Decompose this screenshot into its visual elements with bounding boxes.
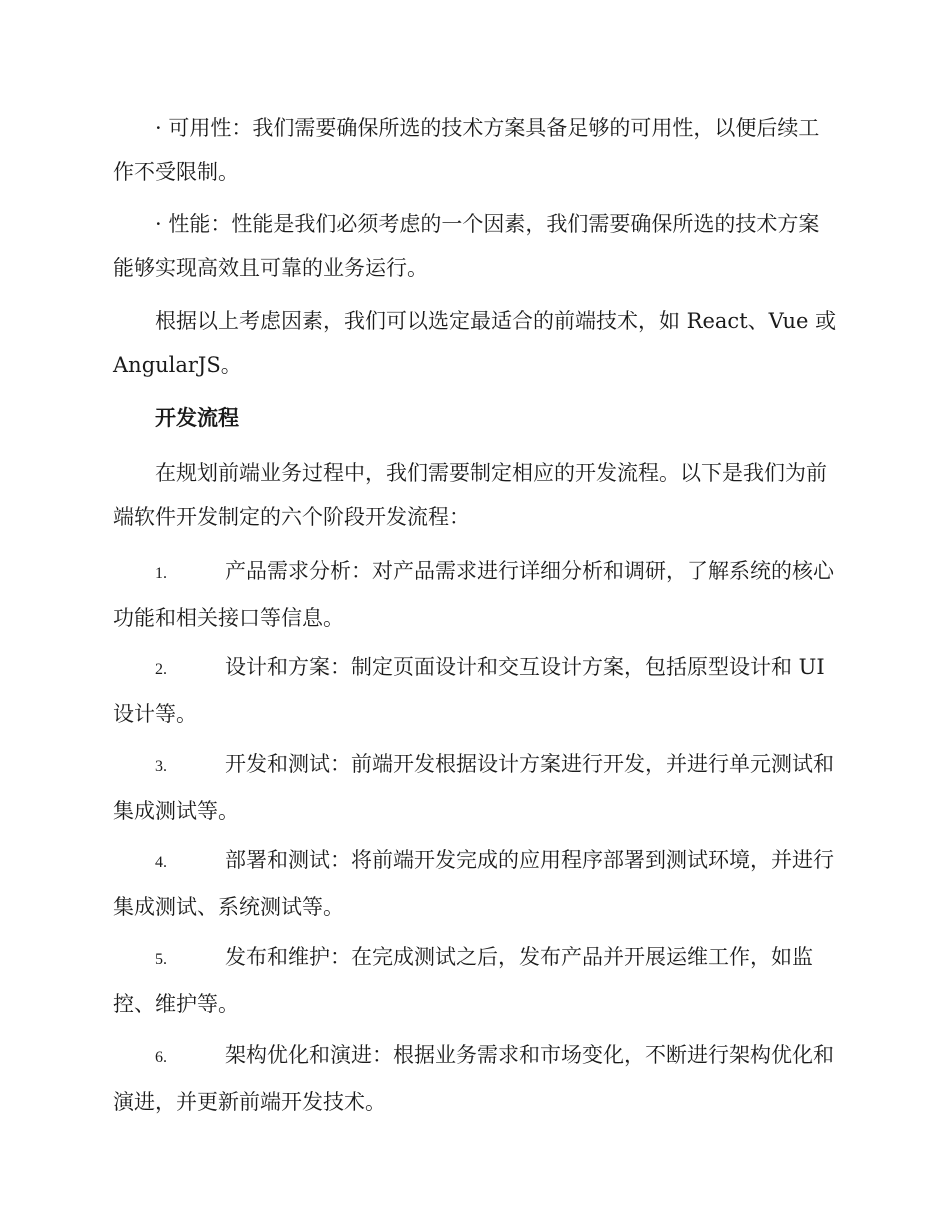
conclusion-paragraph: 根据以上考虑因素，我们可以选定最适合的前端技术，如 React、Vue 或 AngularJS。	[113, 309, 837, 377]
list-number: 2.	[155, 661, 167, 678]
list-item	[113, 742, 838, 833]
list-number: 1.	[155, 565, 167, 582]
list-text: 开发和测试：前端开发根据设计方案进行开发，并进行单元测试和集成测试等。	[113, 752, 834, 823]
list-number: 5.	[155, 951, 167, 968]
performance-paragraph: · 性能：性能是我们必须考虑的一个因素，我们需要确保所选的技术方案能够实现高效且可靠的业务运行。	[113, 212, 820, 280]
list-item	[113, 838, 838, 929]
list-item	[113, 935, 838, 1026]
list-text: 发布和维护：在完成测试之后，发布产品并开展运维工作，如监控、维护等。	[113, 945, 813, 1016]
section-heading: 开发流程	[155, 406, 239, 430]
list-number: 4.	[155, 854, 167, 871]
list-text: 产品需求分析：对产品需求进行详细分析和调研，了解系统的核心功能和相关接口等信息。	[113, 559, 834, 630]
list-item	[113, 1033, 838, 1124]
list-text: 部署和测试：将前端开发完成的应用程序部署到测试环境，并进行集成测试、系统测试等。	[113, 848, 834, 919]
list-text: 设计和方案：制定页面设计和交互设计方案，包括原型设计和 UI 设计等。	[113, 655, 825, 726]
list-number: 3.	[155, 758, 167, 775]
intro-paragraph: 在规划前端业务过程中，我们需要制定相应的开发流程。以下是我们为前端软件开发制定的六个阶段开发流程：	[113, 461, 827, 529]
list-item	[113, 645, 838, 736]
list-number: 6.	[155, 1049, 167, 1066]
list-text: 架构优化和演进：根据业务需求和市场变化，不断进行架构优化和演进，并更新前端开发技术。	[113, 1043, 834, 1114]
list-item	[113, 549, 838, 640]
availability-paragraph: · 可用性：我们需要确保所选的技术方案具备足够的可用性，以便后续工作不受限制。	[113, 116, 820, 184]
